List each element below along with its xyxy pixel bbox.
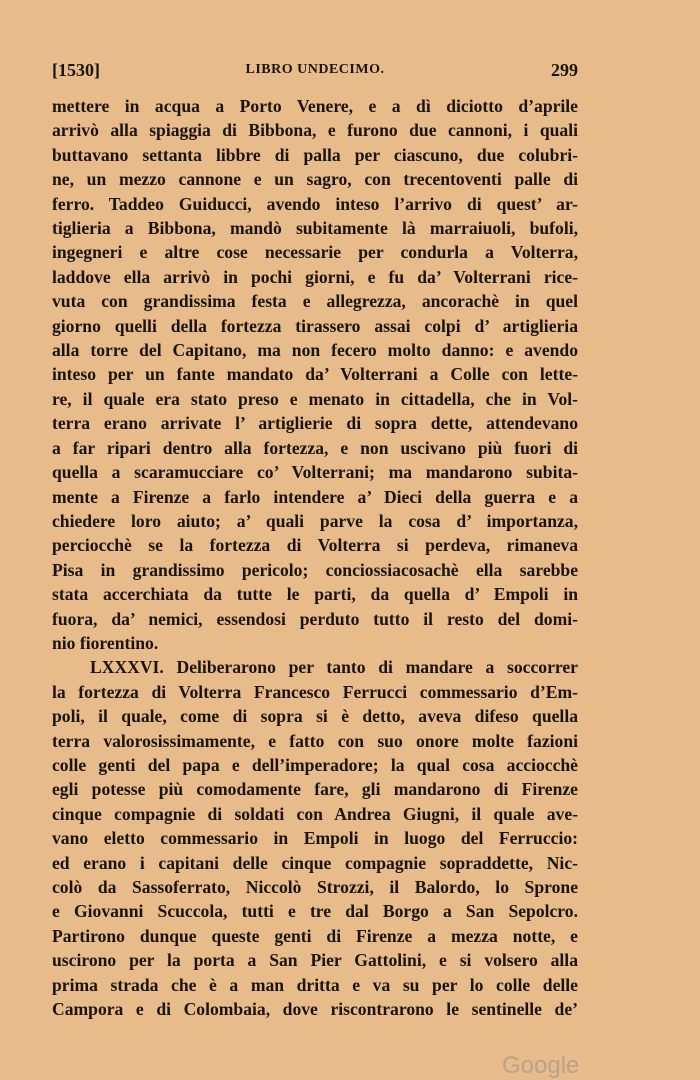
text-line: ne, un mezzo cannone e un sagro, con trecentoventi palle di <box>52 169 578 190</box>
text-line: quella a scaramucciare co’ Volterrani; ma mandarono subita- <box>52 462 578 483</box>
running-header <box>52 60 578 86</box>
text-line: la fortezza di Volterra Francesco Ferrucci commessario d’Em- <box>52 681 578 702</box>
text-line: vuta con grandissima festa e allegrezza, ancorachè in quel <box>52 291 578 312</box>
text-line: alla torre del Capitano, ma non fecero molto danno: e avendo <box>52 340 578 361</box>
page-number: 299 <box>551 60 578 80</box>
text-line: arrivò alla spiaggia di Bibbona, e furono due cannoni, i quali <box>52 120 578 141</box>
text-line: fuora, da’ nemici, essendosi perduto tutto il resto del domi- <box>52 608 578 629</box>
text-line: uscirono per la porta a San Pier Gattolini, e si volsero alla <box>52 950 578 971</box>
text-line: perciocchè se la fortezza di Volterra si perdeva, rimaneva <box>52 535 578 556</box>
text-line: stata accerchiata da tutte le parti, da quella d’ Empoli in <box>52 584 578 605</box>
year-marker: [1530] <box>52 60 100 80</box>
text-line: ed erano i capitani delle cinque compagnie sopraddette, Nic- <box>52 852 578 873</box>
text-line: colle genti del papa e dell’imperadore; la qual cosa acciocchè <box>52 754 578 775</box>
text-line: nio fiorentino. <box>52 632 159 653</box>
watermark: Google <box>502 1052 580 1079</box>
text-line: prima strada che è a man dritta e va su per lo colle delle <box>52 974 578 995</box>
text-line: a far ripari dentro alla fortezza, e non uscivano più fuori di <box>52 437 578 458</box>
text-line: re, il quale era stato preso e menato in cittadella, che in Vol- <box>52 388 578 409</box>
text-line: vano eletto commessario in Empoli in luogo del Ferruccio: <box>52 828 578 849</box>
text-line: inteso per un fante mandato da’ Volterrani a Colle con lette- <box>52 364 578 385</box>
text-line: Partirono dunque queste genti di Firenze a mezza notte, e <box>52 925 578 946</box>
text-line: terra erano arrivate l’ artiglierie di sopra dette, attendevano <box>52 413 578 434</box>
text-line: poli, il quale, come di sopra si è detto, aveva difeso quella <box>52 706 578 727</box>
text-line: e Giovanni Scuccola, tutti e tre dal Borgo a San Sepolcro. <box>52 901 578 922</box>
text-line: buttavano settanta libbre di palla per ciascuno, due colubri- <box>52 144 578 165</box>
text-line: terra valorosissimamente, e fatto con suo onore molte fazioni <box>52 730 578 751</box>
page-body <box>52 94 578 1021</box>
text-line: Pisa in grandissimo pericolo; conciossiacosachè ella sarebbe <box>52 559 578 580</box>
text-line: Campora e di Colombaia, dove riscontrarono le sentinelle de’ <box>52 999 578 1020</box>
text-line: mente a Firenze a farlo intendere a’ Dieci della guerra e a <box>52 486 578 507</box>
book-title: LIBRO UNDECIMO. <box>245 62 385 77</box>
section-start-line: LXXXVI. Deliberarono per tanto di mandare a soccorrer <box>90 657 578 678</box>
text-line: laddove ella arrivò in pochi giorni, e fu da’ Volterrani rice- <box>52 266 578 287</box>
text-line: mettere in acqua a Porto Venere, e a dì diciotto d’aprile <box>52 96 578 116</box>
text-line: ingegneri e altre cose necessarie per condurla a Volterra, <box>52 242 578 263</box>
text-line: chiedere loro aiuto; a’ quali parve la cosa d’ importanza, <box>52 510 578 531</box>
text-line: tiglieria a Bibbona, mandò subitamente là marraiuoli, bufoli, <box>52 218 578 239</box>
text-line: cinque compagnie di soldati con Andrea Giugni, il quale ave- <box>52 803 578 824</box>
text-line: egli potesse più comodamente fare, gli mandarono di Firenze <box>52 779 578 800</box>
text-line: colò da Sassoferrato, Niccolò Strozzi, il Balordo, lo Sprone <box>52 877 578 897</box>
text-line: ferro. Taddeo Guiducci, avendo inteso l’arrivo di quest’ ar- <box>52 193 578 214</box>
text-line: giorno quelli della fortezza tirassero assai colpi d’ artiglieria <box>52 315 578 336</box>
